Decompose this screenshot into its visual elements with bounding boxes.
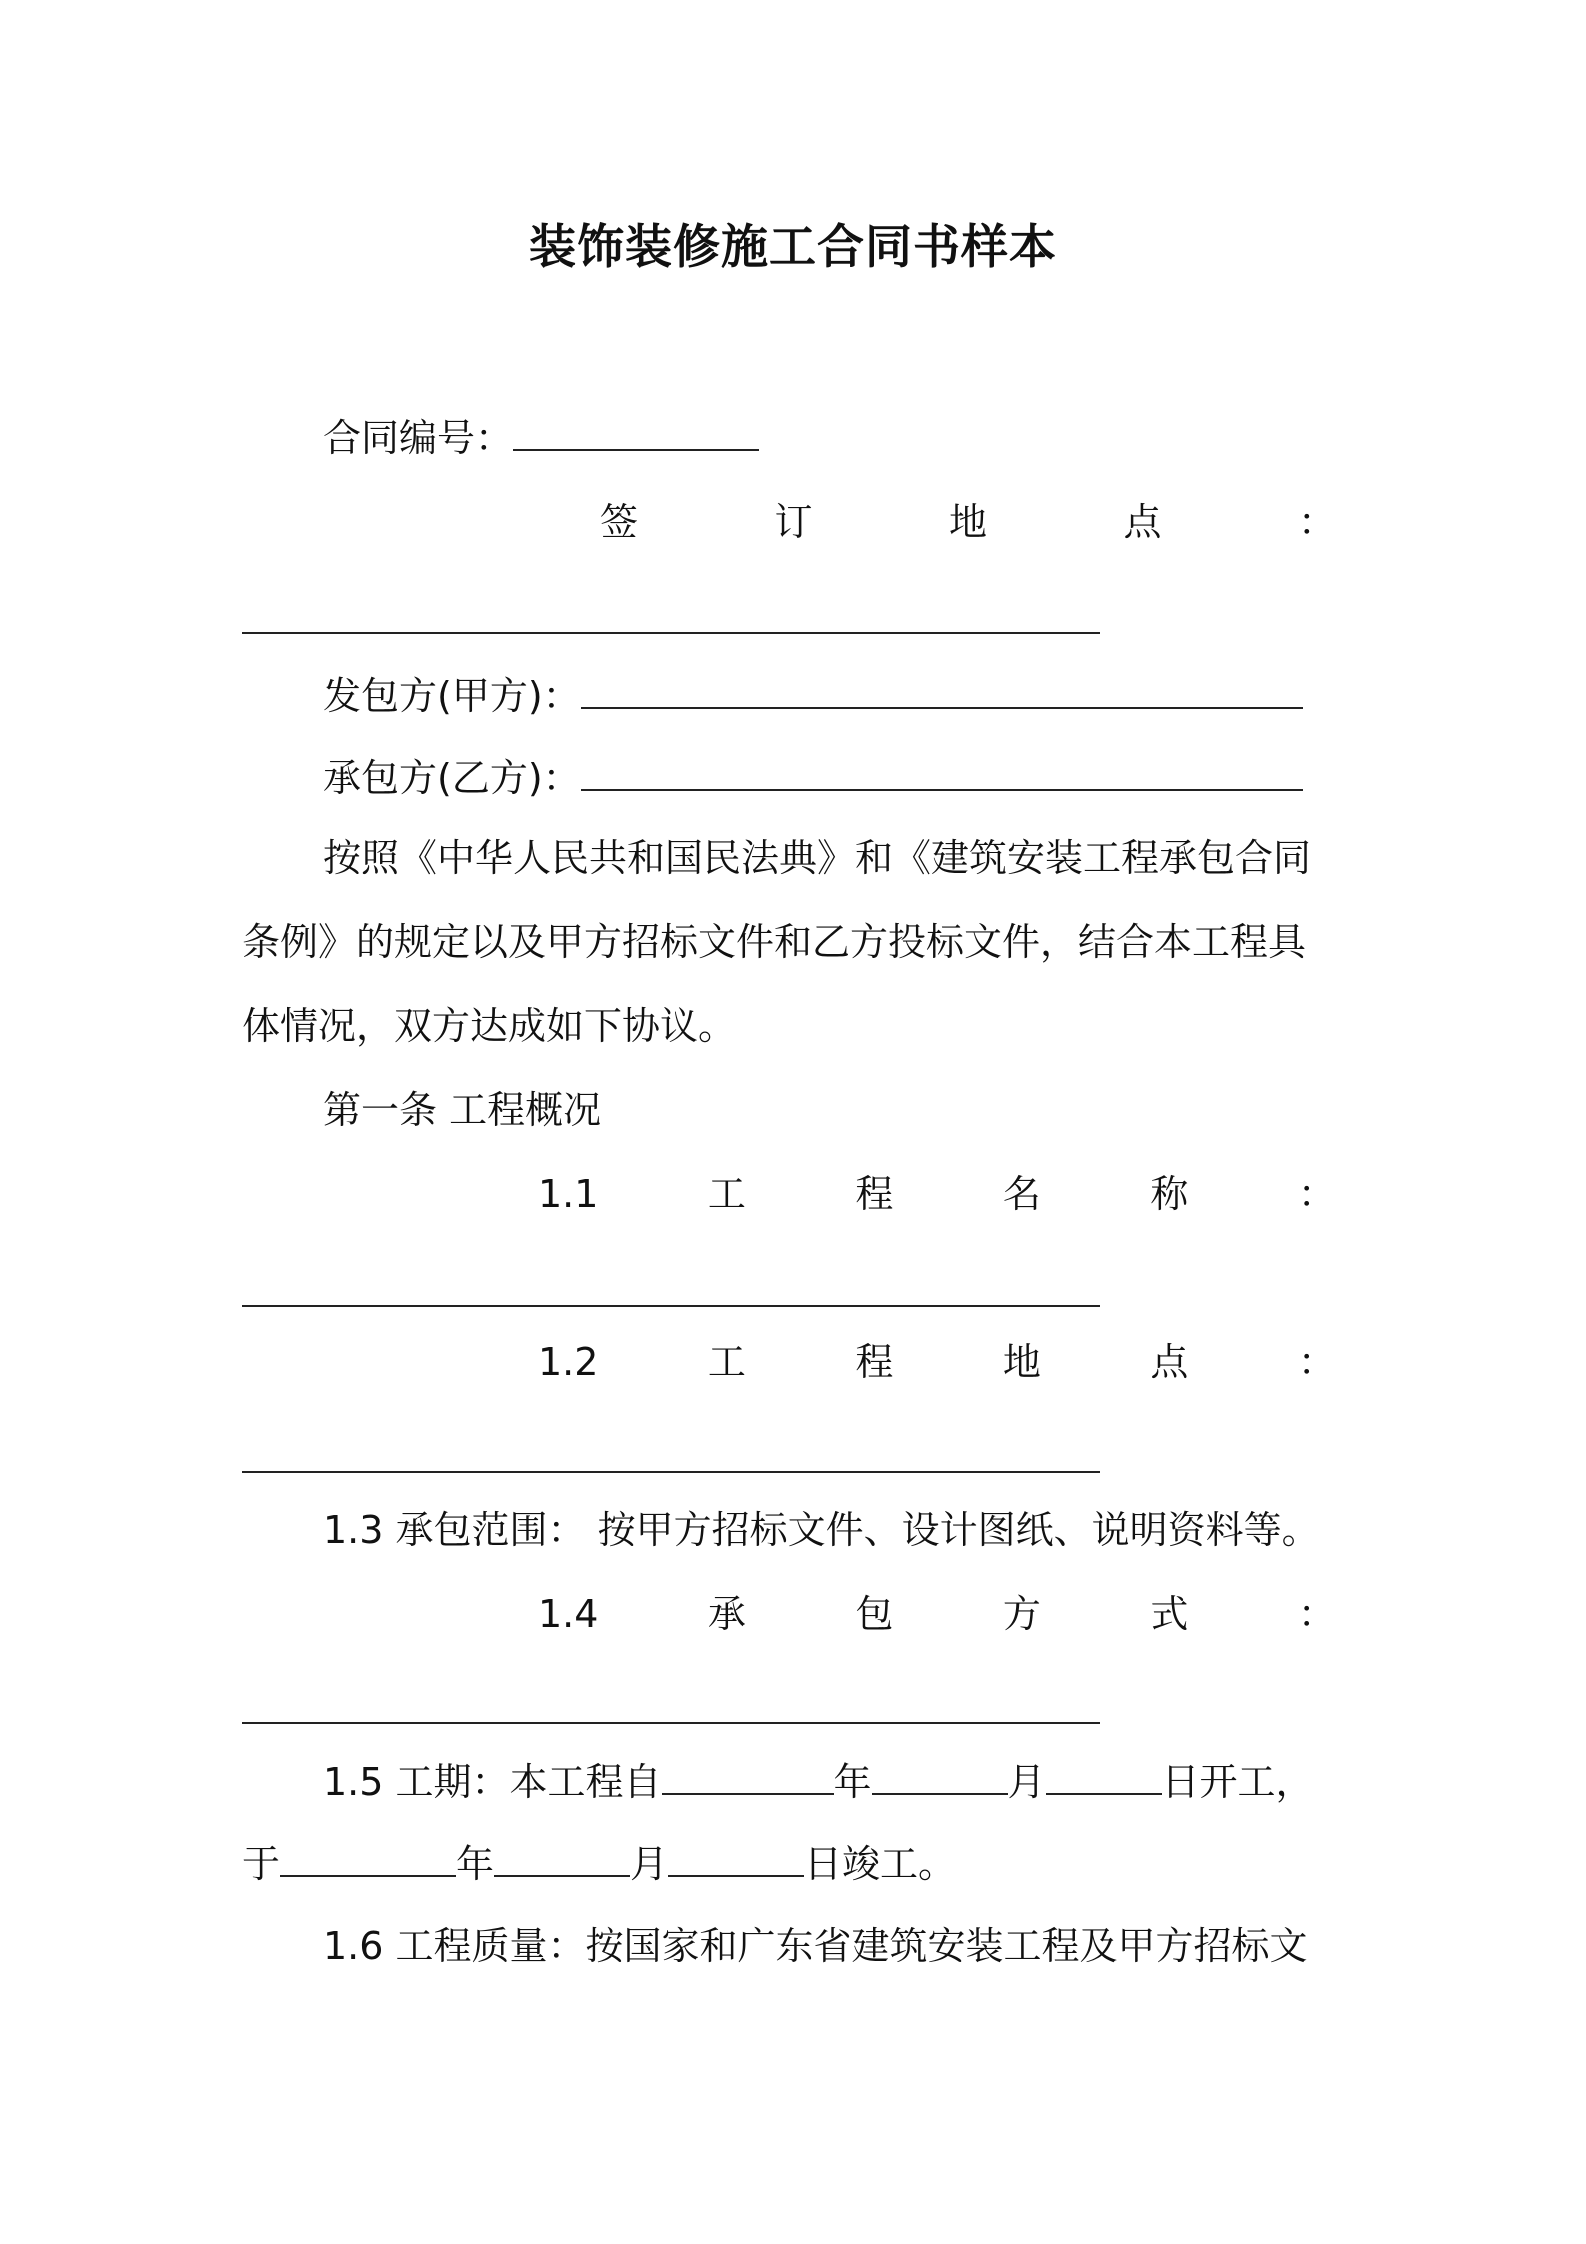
completion-prefix: 于 xyxy=(242,1842,281,1886)
preamble-line-3: 体情况，双方达成如下协议。 xyxy=(242,1004,737,1048)
contract-number-line xyxy=(323,414,759,462)
item-char: ： xyxy=(1297,1172,1336,1216)
signing-place-blank xyxy=(242,632,1100,634)
item-1-5-line-1 xyxy=(323,1758,1314,1806)
item-1-1-line xyxy=(538,1170,1336,1218)
item-char: 点 xyxy=(1150,1340,1189,1384)
article-1-heading: 第一条 工程概况 xyxy=(323,1088,602,1132)
contract-method-blank xyxy=(242,1722,1100,1724)
item-1-2-line xyxy=(538,1338,1336,1386)
party-a-blank xyxy=(581,673,1303,709)
item-char: 式 xyxy=(1150,1592,1189,1636)
item-char: 工 xyxy=(707,1172,746,1216)
year-label: 年 xyxy=(833,1760,872,1804)
item-1-5-line-2 xyxy=(242,1840,956,1888)
contract-number-blank xyxy=(513,415,759,451)
item-char: 程 xyxy=(855,1172,894,1216)
contract-number-label: 合同编号： xyxy=(323,416,514,460)
month-label: 月 xyxy=(630,1842,669,1886)
item-number: 1.4 xyxy=(538,1592,599,1636)
party-a-label: 发包方(甲方)： xyxy=(323,674,581,718)
signing-place-char: ： xyxy=(1297,500,1336,544)
signing-place-char: 地 xyxy=(948,500,987,544)
party-a-line xyxy=(323,672,1303,720)
signing-place-char: 签 xyxy=(600,500,639,544)
end-day-blank xyxy=(668,1841,804,1877)
item-char: 名 xyxy=(1002,1172,1041,1216)
item-char: 包 xyxy=(855,1592,894,1636)
project-name-blank xyxy=(242,1305,1100,1307)
item-number: 1.2 xyxy=(538,1340,599,1384)
document-title: 装饰装修施工合同书样本 xyxy=(529,220,1057,275)
party-b-label: 承包方(乙方)： xyxy=(323,756,581,800)
item-char: 称 xyxy=(1150,1172,1189,1216)
item-1-3-line: 1.3 承包范围： 按甲方招标文件、设计图纸、说明资料等。 xyxy=(323,1508,1320,1552)
item-char: 方 xyxy=(1002,1592,1041,1636)
item-1-4-line xyxy=(538,1590,1336,1638)
month-label: 月 xyxy=(1007,1760,1046,1804)
signing-place-char: 点 xyxy=(1123,500,1162,544)
item-char: 程 xyxy=(855,1340,894,1384)
end-month-blank xyxy=(494,1841,630,1877)
item-char: 工 xyxy=(707,1340,746,1384)
signing-place-line xyxy=(600,498,1336,546)
preamble-line-2: 条例》的规定以及甲方招标文件和乙方投标文件，结合本工程具 xyxy=(242,920,1307,964)
project-location-blank xyxy=(242,1471,1100,1473)
item-char: ： xyxy=(1297,1592,1336,1636)
party-b-line xyxy=(323,754,1303,802)
preamble-line-1: 按照《中华人民共和国民法典》和《建筑安装工程承包合同 xyxy=(323,836,1312,880)
start-month-blank xyxy=(872,1759,1008,1795)
start-year-blank xyxy=(662,1759,834,1795)
item-number: 1.1 xyxy=(538,1172,599,1216)
party-b-blank xyxy=(581,755,1303,791)
item-char: 承 xyxy=(707,1592,746,1636)
end-year-blank xyxy=(280,1841,456,1877)
start-day-blank xyxy=(1046,1759,1162,1795)
item-char: 地 xyxy=(1002,1340,1041,1384)
year-label: 年 xyxy=(456,1842,495,1886)
end-day-label: 日竣工。 xyxy=(804,1842,957,1886)
item-1-6-line: 1.6 工程质量：按国家和广东省建筑安装工程及甲方招标文 xyxy=(323,1924,1308,1968)
start-day-label: 日开工， xyxy=(1161,1760,1314,1804)
signing-place-char: 订 xyxy=(774,500,813,544)
schedule-prefix: 1.5 工期：本工程自 xyxy=(323,1760,662,1804)
item-char: ： xyxy=(1297,1340,1336,1384)
